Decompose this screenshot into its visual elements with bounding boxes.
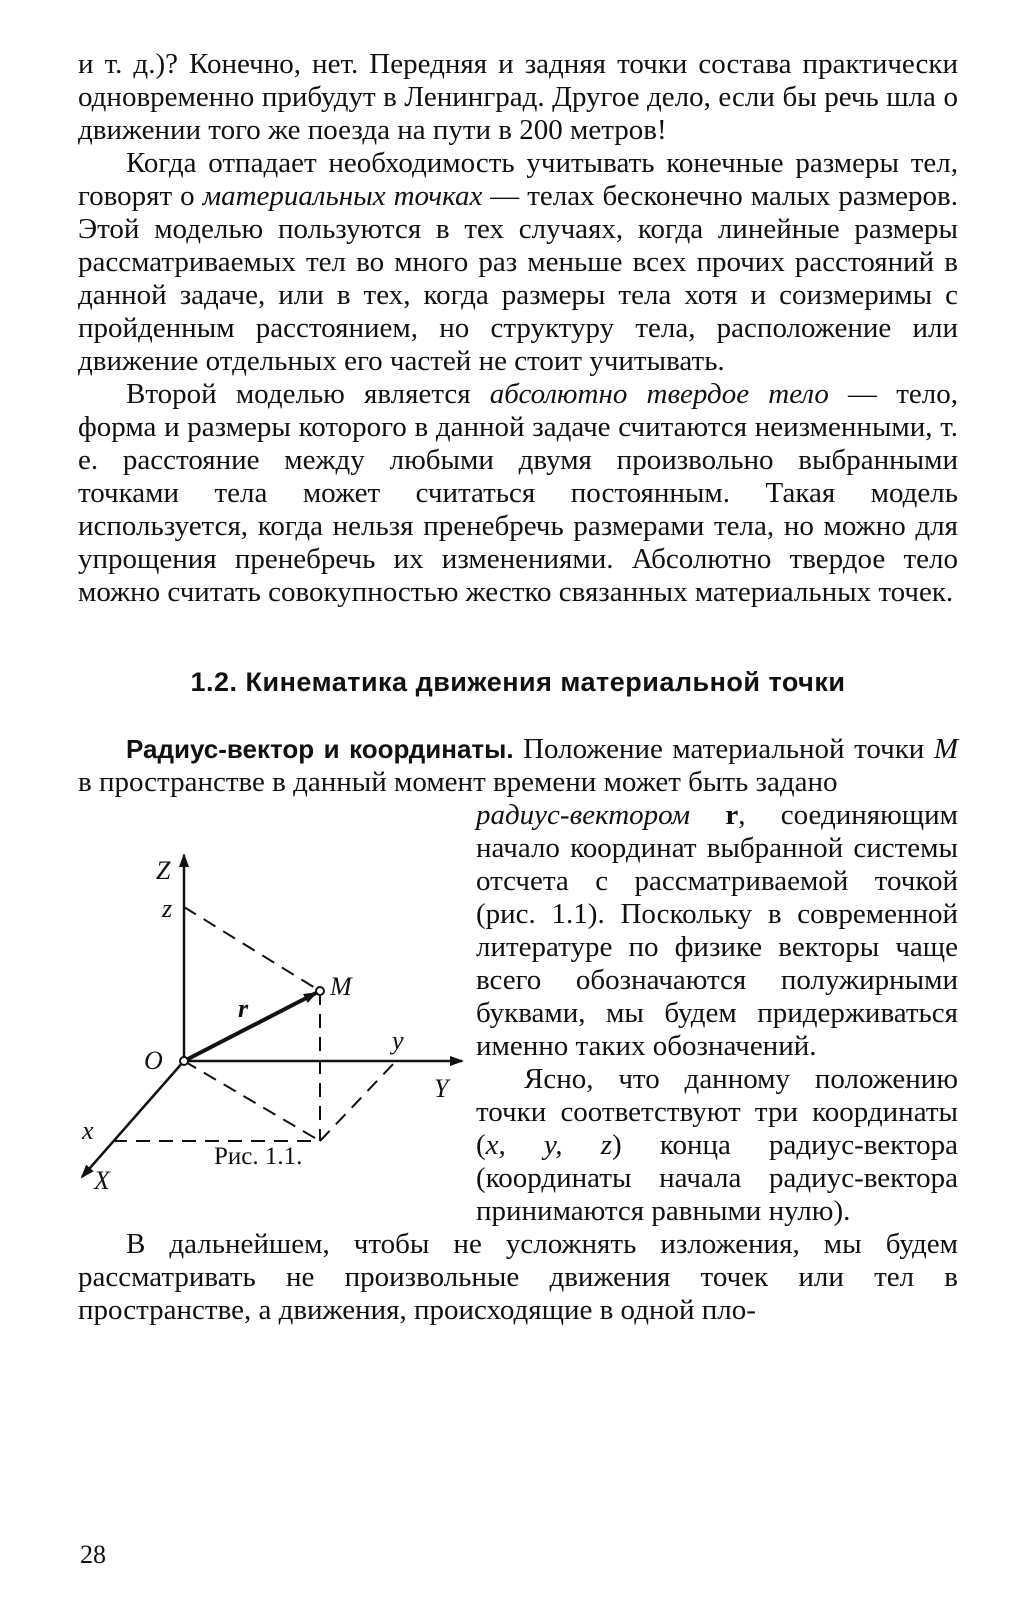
paragraph-2	[78, 147, 958, 378]
paragraph-4-intro	[78, 733, 958, 799]
page-content	[78, 48, 958, 1327]
paragraph-6: В дальнейшем, чтобы не усложнять изложения, мы будем рассматривать не произвольные движения точек или тел в пространстве, а движения, происходящие в одной пло-	[78, 1228, 958, 1326]
page-number: 28	[80, 1540, 106, 1569]
radius-vector	[184, 993, 316, 1061]
origin-point	[180, 1057, 188, 1065]
point-m-label: М	[933, 733, 959, 765]
paragraph-4-text-a: Положение материальной точки	[513, 733, 934, 765]
term-material-points: материальных точках	[202, 180, 483, 212]
paragraph-2-text-b: — телах бесконечно малых размеров. Этой моделью пользуются в тех случаях, когда линейные размеры рассматриваемых тел во много раз меньше всех прочих расстояний в данной задаче, или в тех, когда размеры тела хотя и соизмеримы с пройденным расстоянием, но структуру тела, расположение или движение отдельных его частей не стоит учитывать.	[78, 180, 958, 377]
label-Y: Y	[434, 1074, 449, 1103]
section-heading: 1.2. Кинематика движения материальной точки	[190, 667, 846, 697]
label-M: M	[330, 972, 352, 1001]
label-X: X	[94, 1166, 110, 1195]
vector-r-bold: r	[725, 799, 739, 831]
figure-caption: Рис. 1.1.	[214, 1143, 303, 1170]
paragraph-3-text-a: Второй моделью является	[126, 378, 490, 410]
term-radius-vector: радиус-вектором	[476, 799, 691, 831]
x-axis	[82, 1061, 184, 1177]
label-O: O	[144, 1046, 163, 1075]
paragraph-4-text-c: , соединяющим начало координат выбранной системы отсчета с рассматриваемой точкой (рис. 1.1). Поскольку в современной литературе по физике векторы чаще всего обозначаются полужирными буквами, мы будем придерживаться именно таких обозначений.	[476, 799, 958, 1062]
coordinate-diagram	[78, 799, 468, 1199]
point-m	[316, 987, 324, 995]
paragraph-3-text-b: — тело, форма и размеры которого в данной задаче считаются неизменными, т. е. расстояние между любыми двумя произвольно выбранными точками тела может считаться постоянным. Такая модель используется, когда нельзя пренебречь размерами тела, но можно для упрощения пренебречь их изменениями. Абсолютно твердое тело можно считать совокупностью жестко связанных материальных точек.	[78, 378, 958, 608]
label-x: x	[82, 1116, 94, 1145]
label-Z: Z	[156, 856, 171, 885]
term-rigid-body: абсолютно твердое тело	[489, 378, 829, 410]
figure-1-1	[78, 799, 468, 1219]
coordinates-xyz: x, y, z	[485, 1129, 612, 1161]
paragraph-1: и т. д.)? Конечно, нет. Передняя и задняя точки состава практически одновременно прибудут в Ленинград. Другое дело, если бы речь шла о движении того же поезда на пути в 200 метров!	[78, 48, 958, 146]
runin-heading: Радиус-вектор и координаты.	[126, 734, 514, 764]
label-z: z	[162, 894, 173, 923]
label-r: r	[238, 994, 249, 1023]
label-y: y	[392, 1026, 404, 1055]
paragraph-4-text-b: в пространстве в данный момент времени может быть задано	[78, 766, 838, 798]
paragraph-5-text-b: ) конца радиус-вектора (координаты начала радиус-вектора принимаются равными нулю).	[476, 1129, 958, 1227]
paragraph-3	[78, 378, 958, 609]
paragraph-5-text-a: Ясно, что данному положению точки соответствуют три координаты (	[476, 1063, 958, 1161]
paragraph-2-text-a: Когда отпадает необходимость учитывать конечные размеры тел, говорят о	[78, 147, 958, 212]
